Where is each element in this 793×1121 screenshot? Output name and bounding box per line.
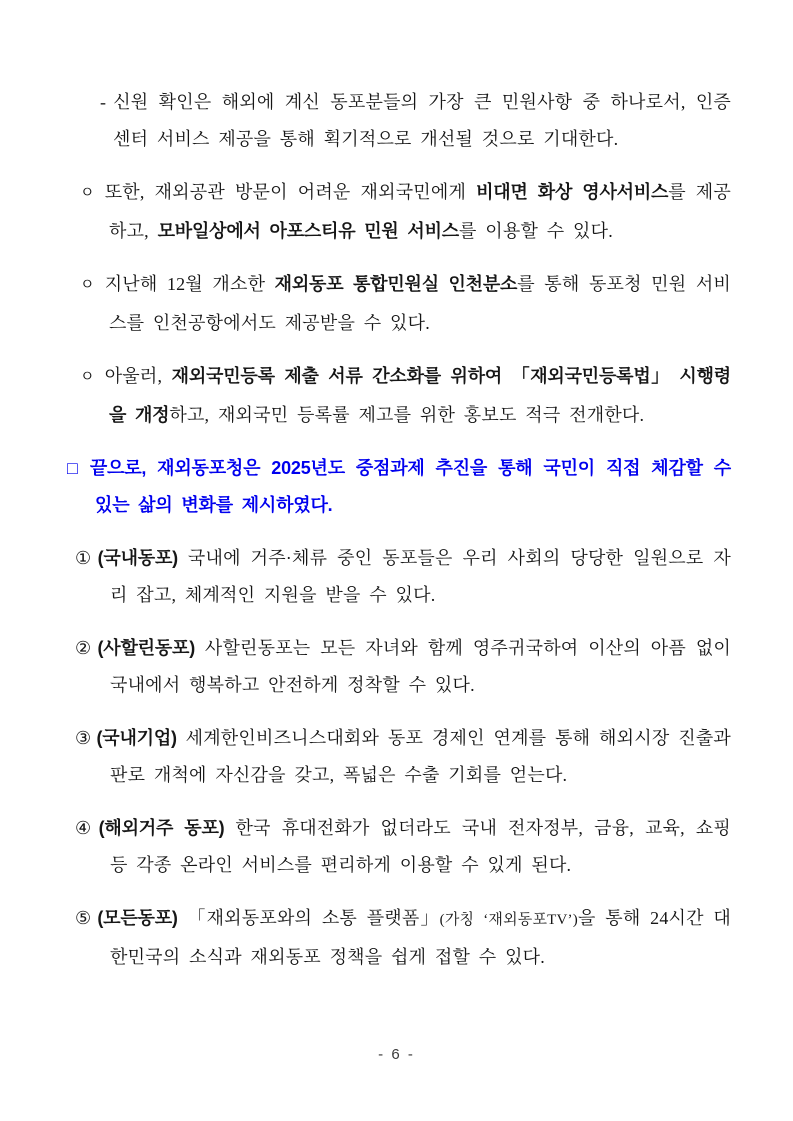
circle-bullet-marker: ㅇ	[80, 369, 95, 385]
text-segment: (국내기업)	[96, 728, 177, 748]
number-bullet-marker: ⑤	[75, 908, 93, 928]
paragraph-incheon-branch	[65, 266, 731, 342]
number-bullet-marker: ③	[75, 728, 92, 748]
square-bullet-marker: □	[67, 458, 80, 478]
text-segment: 를 통해 동포청 민원 서비스를 인천공항에서도 제공받을 수 있다.	[109, 274, 731, 333]
text-segment: 한국 휴대전화가 없더라도 국내 전자정부, 금융, 교육, 쇼핑 등 각종 온라인 서비스를 편리하게 이용할 수 있게 된다.	[110, 818, 731, 875]
paragraph-item-2-sakhalin-koreans	[65, 630, 731, 704]
text-segment: 신원 확인은 해외에 계신 동포분들의 가장 큰 민원사항 중 하나로서, 인증센터 서비스 제공을 통해 획기적으로 개선될 것으로 기대한다.	[113, 92, 731, 149]
text-segment: (사할린동포)	[97, 638, 196, 658]
text-segment: 하고, 재외국민 등록률 제고를 위한 홍보도 적극 전개한다.	[169, 405, 645, 425]
number-bullet-marker: ④	[75, 818, 94, 838]
text-segment: (모든동포)	[97, 908, 178, 928]
text-segment: 재외동포 통합민원실 인천분소	[274, 274, 518, 294]
text-segment: 비대면 화상 영사서비스	[476, 182, 669, 202]
text-segment: (국내동포)	[97, 548, 178, 568]
paragraph-item-1-domestic-koreans	[65, 540, 731, 614]
circle-bullet-marker: ㅇ	[80, 277, 95, 293]
text-segment: 세계한인비즈니스대회와 동포 경제인 연계를 통해 해외시장 진출과 판로 개척에 자신감을 갖고, 폭넓은 수출 기회를 얻는다.	[110, 728, 731, 785]
paragraph-identity-verification-note	[65, 84, 731, 158]
paragraph-item-4-overseas-residents	[65, 810, 731, 884]
text-segment: 사할린동포는 모든 자녀와 함께 영주귀국하여 이산의 아픔 없이 국내에서 행복하고 안전하게 정착할 수 있다.	[110, 638, 731, 695]
page-footer	[0, 1046, 793, 1063]
paragraph-video-consular-service	[65, 174, 731, 250]
text-segment: 를 이용할 수 있다.	[459, 221, 613, 241]
paragraph-registration-law-amendment	[65, 358, 731, 434]
text-segment: 를 제공하고,	[109, 182, 731, 241]
text-segment: (해외거주 동포)	[98, 818, 225, 838]
paragraph-item-5-all-koreans	[65, 900, 731, 976]
text-segment: 끝으로, 재외동포청은 2025년도 중점과제 추진을 통해 국민이 직접 체감할 수 있는 삶의 변화를 제시하였다.	[89, 458, 731, 515]
text-segment: 모바일상에서 아포스티유 민원 서비스	[157, 221, 459, 241]
page-number: - 6 -	[378, 1046, 415, 1063]
text-segment: 또한, 재외공관 방문이 어려운 재외국민에게	[104, 182, 477, 202]
text-segment: 을 통해 24시간 대한민국의 소식과 재외동포 정책을 쉽게 접할 수 있다.	[110, 908, 731, 967]
text-segment: 아울러,	[104, 366, 172, 386]
text-segment: 「재외동포와의 소통 플랫폼」	[177, 908, 440, 928]
text-segment: 지난해 12월 개소한	[104, 274, 275, 294]
text-segment: (가칭 ‘재외동포TV’)	[439, 912, 578, 928]
number-bullet-marker: ②	[75, 638, 93, 658]
text-segment: 국내에 거주·체류 중인 동포들은 우리 사회의 당당한 일원으로 자리 잡고, 체계적인 지원을 받을 수 있다.	[110, 548, 731, 605]
text-segment: 재외국민등록 제출 서류 간소화를 위하여 「재외국민등록법」 시행령을 개정	[109, 366, 731, 425]
paragraph-closing-highlight	[65, 450, 731, 524]
dash-bullet-marker: -	[100, 92, 107, 112]
circle-bullet-marker: ㅇ	[80, 185, 95, 201]
paragraph-item-3-domestic-companies	[65, 720, 731, 794]
number-bullet-marker: ①	[75, 548, 93, 568]
